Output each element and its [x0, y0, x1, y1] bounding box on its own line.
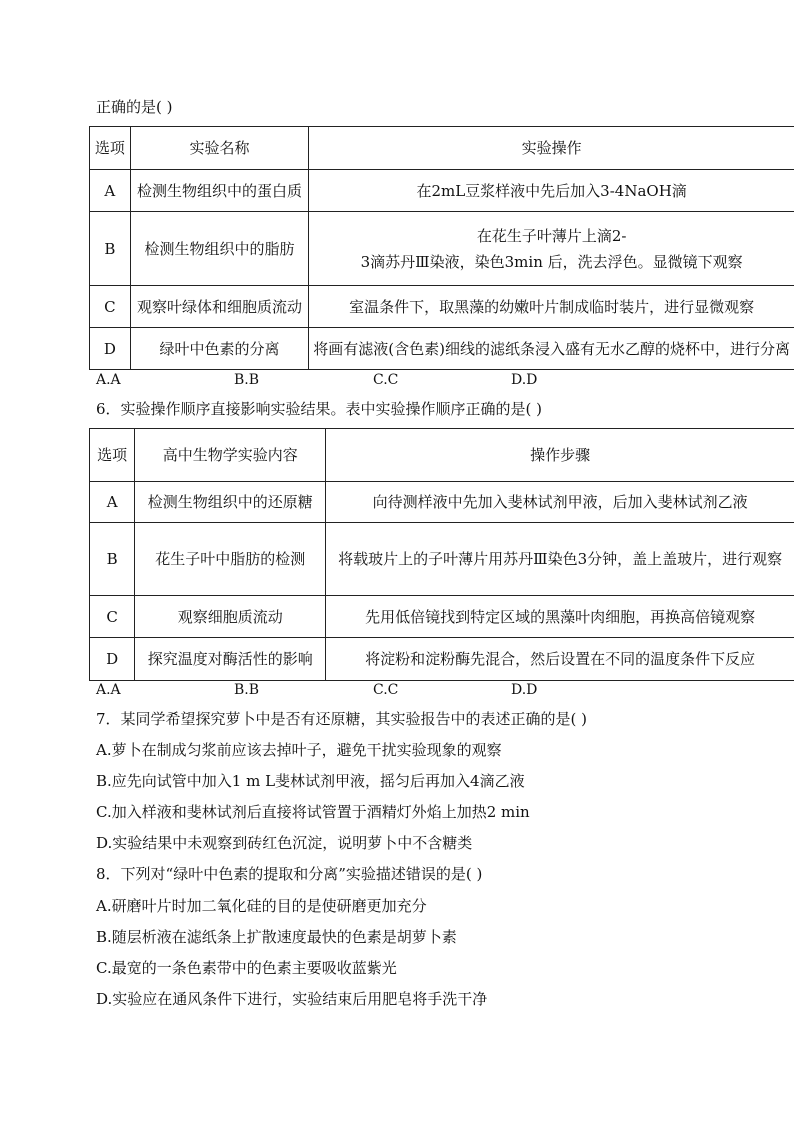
option-cell: C [90, 596, 135, 638]
choice-c: C.C [373, 372, 399, 388]
choice-b: B.B [234, 372, 260, 388]
experiment-operation-cell: 在2mL豆浆样液中先后加入3-4NaOH滴 [309, 170, 794, 212]
choice-a: A.A [96, 682, 121, 698]
question-7-option-d: D.实验结果中未观察到砖红色沉淀，说明萝卜中不含糖类 [96, 834, 473, 852]
option-cell: B [90, 212, 131, 286]
experiment-table-1 [89, 126, 794, 370]
question-7-option-a: A.萝卜在制成匀浆前应该去掉叶子，避免干扰实验现象的观察 [96, 741, 502, 759]
experiment-operation-cell: 室温条件下，取黑藻的幼嫩叶片制成临时装片，进行显微观察 [309, 286, 794, 328]
question-8-option-a: A.研磨叶片时加二氧化硅的目的是使研磨更加充分 [96, 897, 427, 915]
table-row [90, 523, 794, 596]
table-row [90, 286, 794, 328]
option-cell: D [90, 328, 131, 370]
header-cell: 选项 [90, 429, 135, 482]
option-cell: D [90, 638, 135, 681]
table-row [90, 212, 794, 286]
experiment-table-2 [89, 428, 794, 681]
question-8-option-d: D.实验应在通风条件下进行，实验结束后用肥皂将手洗干净 [96, 990, 488, 1008]
experiment-content-cell: 花生子叶中脂肪的检测 [135, 523, 326, 596]
question-7-option-c: C.加入样液和斐林试剂后直接将试管置于酒精灯外焰上加热2 min [96, 803, 530, 821]
choice-b: B.B [234, 682, 260, 698]
question-8-option-b: B.随层析液在滤纸条上扩散速度最快的色素是胡萝卜素 [96, 928, 457, 946]
option-cell: A [90, 170, 131, 212]
experiment-content-cell: 检测生物组织中的还原糖 [135, 482, 326, 523]
table-row [90, 482, 794, 523]
option-cell: A [90, 482, 135, 523]
table-header-row [90, 429, 794, 482]
experiment-name-cell: 观察叶绿体和细胞质流动 [130, 286, 309, 328]
option-cell: B [90, 523, 135, 596]
operation-step-cell: 将载玻片上的子叶薄片用苏丹Ⅲ染色3分钟，盖上盖玻片，进行观察 [326, 523, 794, 596]
table-row [90, 328, 794, 370]
operation-step-cell: 先用低倍镜找到特定区域的黑藻叶肉细胞，再换高倍镜观察 [326, 596, 794, 638]
question-8-option-c: C.最宽的一条色素带中的色素主要吸收蓝紫光 [96, 959, 397, 977]
experiment-operation-cell [309, 212, 794, 286]
question-7-stem: 7．某同学希望探究萝卜中是否有还原糖，其实验报告中的表述正确的是( ) [96, 710, 588, 728]
experiment-content-cell: 观察细胞质流动 [135, 596, 326, 638]
choice-c: C.C [373, 682, 399, 698]
choice-d: D.D [511, 682, 538, 698]
question-7-option-b: B.应先向试管中加入1 m L斐林试剂甲液，摇匀后再加入4滴乙液 [96, 772, 525, 790]
question-6-stem: 6．实验操作顺序直接影响实验结果。表中实验操作顺序正确的是( ) [96, 400, 543, 418]
experiment-name-cell: 检测生物组织中的脂肪 [130, 212, 309, 286]
choice-d: D.D [511, 372, 538, 388]
operation-step-cell: 将淀粉和淀粉酶先混合，然后设置在不同的温度条件下反应 [326, 638, 794, 681]
operation-line: 在花生子叶薄片上滴2- [476, 226, 627, 245]
experiment-content-cell: 探究温度对酶活性的影响 [135, 638, 326, 681]
operation-step-cell: 向待测样液中先加入斐林试剂甲液，后加入斐林试剂乙液 [326, 482, 794, 523]
header-cell: 选项 [90, 127, 131, 170]
experiment-operation-cell: 将画有滤液(含色素)细线的滤纸条浸入盛有无水乙醇的烧杯中，进行分离 [309, 328, 794, 370]
header-cell: 操作步骤 [326, 429, 794, 482]
experiment-name-cell: 绿叶中色素的分离 [130, 328, 309, 370]
table-header-row [90, 127, 794, 170]
choice-a: A.A [96, 372, 121, 388]
table-row [90, 170, 794, 212]
header-cell: 实验名称 [130, 127, 309, 170]
table-row [90, 638, 794, 681]
operation-line: 3滴苏丹Ⅲ染液，染色3min 后，洗去浮色。显微镜下观察 [360, 252, 743, 271]
question-8-stem: 8．下列对“绿叶中色素的提取和分离”实验描述错误的是( ) [96, 865, 483, 883]
question-stem-continuation: 正确的是( ) [96, 98, 173, 116]
header-cell: 高中生物学实验内容 [135, 429, 326, 482]
option-cell: C [90, 286, 131, 328]
header-cell: 实验操作 [309, 127, 794, 170]
experiment-name-cell: 检测生物组织中的蛋白质 [130, 170, 309, 212]
table-row [90, 596, 794, 638]
